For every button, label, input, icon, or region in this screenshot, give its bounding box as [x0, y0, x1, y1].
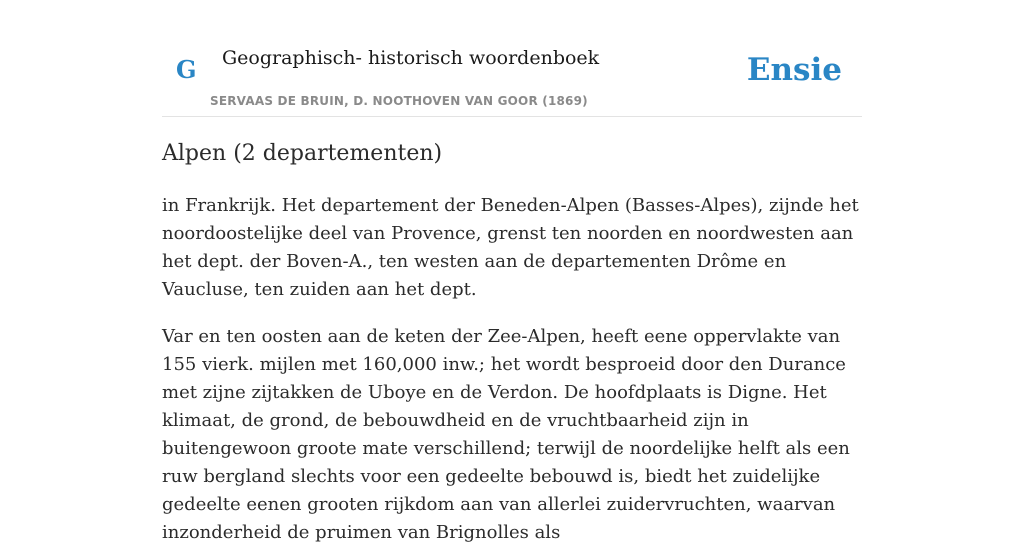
ensie-logo-link[interactable]: Ensie — [746, 52, 842, 88]
book-title-link[interactable]: Geographisch- historisch woordenboek — [222, 47, 600, 69]
entry-content — [162, 138, 862, 547]
entry-title: Alpen (2 departementen) — [162, 141, 443, 166]
page-header — [162, 0, 862, 117]
book-initial-logo[interactable]: G — [176, 55, 197, 84]
book-author-line: SERVAAS DE BRUIN, D. NOOTHOVEN VAN GOOR (1869) — [210, 94, 588, 108]
entry-paragraph: Var en ten oosten aan de keten der Zee-Alpen, heeft eene oppervlakte van 155 vierk. mijlen met 160,000 inw.; het wordt besproeid door den Durance met zijne zijtakken de Uboye en de Verdon. De hoofdplaats is Digne. Het klimaat, de grond, de bebouwdheid en de vruchtbaarheid zijn in buitengewoon groote mate verschillend; terwijl de noordelijke helft als een ruw bergland slechts voor een gedeelte bebouwd is, biedt het zuidelijke gedeelte eenen grooten rijkdom aan van allerlei zuidervruchten, waarvan inzonderheid de pruimen van Brignolles als — [162, 326, 850, 543]
entry-paragraph: in Frankrijk. Het departement der Beneden-Alpen (Basses-Alpes), zijnde het noordoostelijke deel van Provence, grenst ten noorden en noordwesten aan het dept. der Boven-A., ten westen aan de departementen Drôme en Vaucluse, ten zuiden aan het dept. — [162, 195, 859, 300]
